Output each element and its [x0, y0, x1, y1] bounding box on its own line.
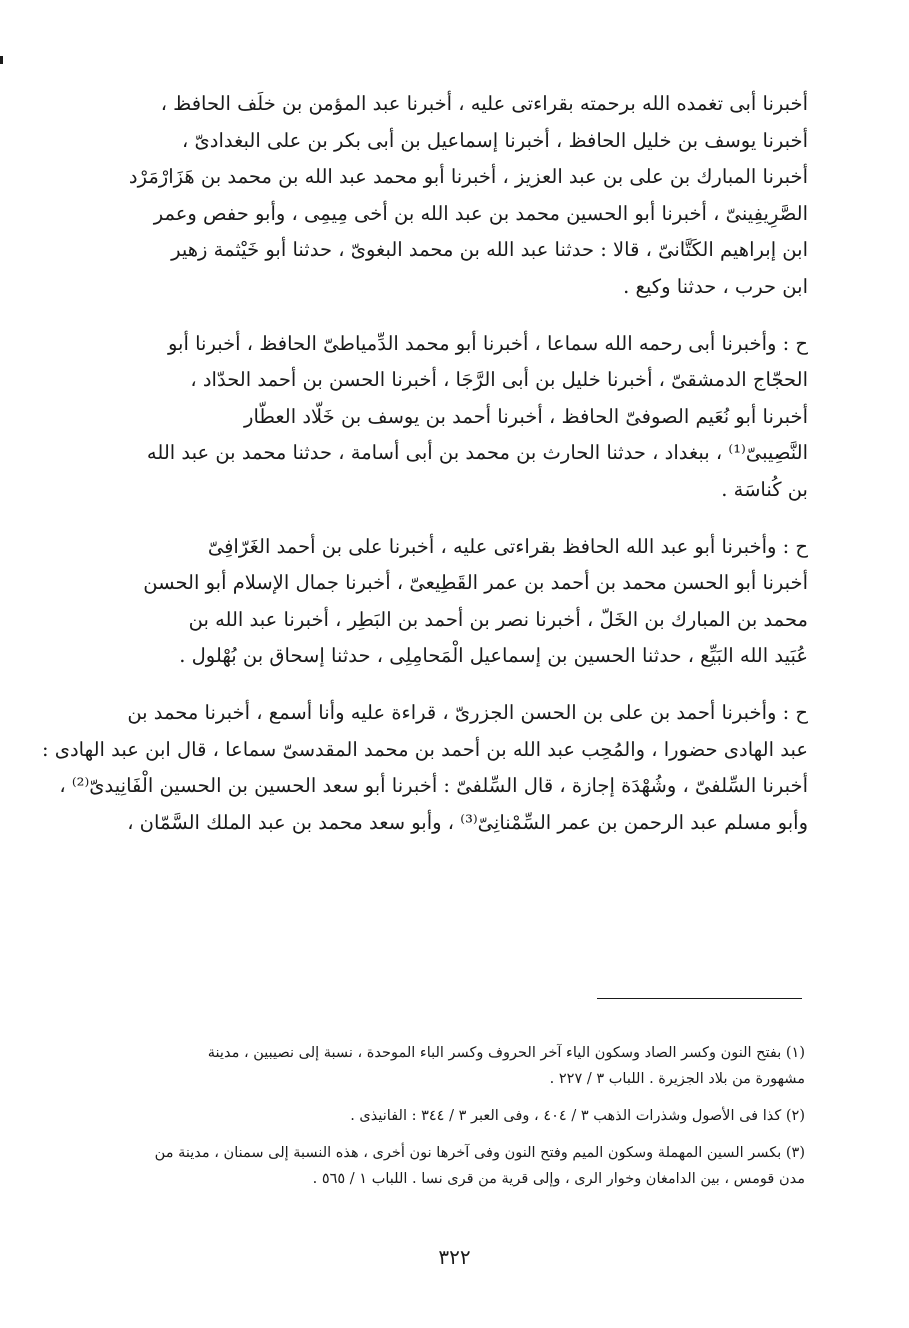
main-text: [41, 86, 808, 841]
footnote-line: (٣) بكسر السين المهملة وسكون الميم وفتح النون وفى آخرها نون أخرى ، هذه النسبة إلى سمنان ، مدينة من: [154, 1145, 805, 1161]
page-number: ٣٢٢: [438, 1245, 471, 1269]
text-line: النَّصِيبىّ⁽¹⁾ ، ببغداد ، حدثنا الحارث بن محمد بن أبى أسامة ، حدثنا محمد بن عبد الله: [146, 441, 808, 465]
text-line: عُبَيد الله البَيِّع ، حدثنا الحسين بن إسماعيل الْمَحامِلِى ، حدثنا إسحاق بن بُهْلول .: [179, 644, 808, 668]
footnote-1: [78, 1040, 805, 1092]
paragraph-3: [118, 529, 808, 675]
footnote-separator: [597, 998, 802, 999]
text-line: بن كُناسَة .: [721, 477, 808, 501]
text-line: أخبرنا أبى تغمده الله برحمته بقراءتى عليه ، أخبرنا عبد المؤمن بن خلَف الحافظ ،: [160, 92, 808, 115]
footnotes: [78, 1040, 805, 1203]
text-line: ابن إبراهيم الكَتَّانىّ ، قالا : حدثنا عبد الله بن محمد البغوىّ ، حدثنا أبو خَيْثمة زهير: [171, 238, 808, 262]
footnote-line: (١) بفتح النون وكسر الصاد وسكون الياء آخر الحروف وكسر الباء الموحدة ، نسبة إلى نصيبين ، مدينة: [207, 1045, 805, 1061]
footnote-2: [78, 1103, 805, 1129]
text-line: أخبرنا أبو نُعَيم الصوفىّ الحافظ ، أخبرنا أحمد بن يوسف بن خَلّاد العطّار: [244, 404, 808, 428]
footnote-3: [78, 1140, 805, 1192]
text-line: أخبرنا أبو الحسن محمد بن أحمد بن عمر القَطِيعىّ ، أخبرنا جمال الإسلام أبو الحسن: [143, 571, 808, 595]
footnote-line: (٢) كذا فى الأصول وشذرات الذهب ٣ / ٤٠٤ ، وفى العبر ٣ / ٣٤٤ : الفانيذى .: [350, 1108, 805, 1124]
paragraph-4: [41, 695, 808, 841]
paragraph-1: [118, 86, 808, 306]
margin-mark: [0, 56, 3, 64]
text-line: ح : وأخبرنا أبو عبد الله الحافظ بقراءتى عليه ، أخبرنا على بن أحمد الغَرّافِىّ: [207, 534, 808, 558]
text-line: ح : وأخبرنا أحمد بن على بن الحسن الجزرىّ ، قراءة عليه وأنا أسمع ، أخبرنا محمد بن: [127, 700, 808, 724]
text-line: ابن حرب ، حدثنا وكيع .: [623, 274, 808, 298]
footnote-line: مدن قومس ، بين الدامغان وخوار الرى ، وإلى قرية من قرى نسا . اللباب ١ / ٥٦٥ .: [312, 1171, 805, 1187]
text-line: عبد الهادى حضورا ، والمُحِب عبد الله بن أحمد بن محمد المقدسىّ سماعا ، قال ابن عبد الهادى :: [41, 737, 808, 761]
text-line: ح : وأخبرنا أبى رحمه الله سماعا ، أخبرنا أبو محمد الدِّمياطىّ الحافظ ، أخبرنا أبو: [167, 331, 808, 355]
paragraph-2: [118, 326, 808, 509]
text-line: وأبو مسلم عبد الرحمن بن عمر السِّمْنانِىّ⁽³⁾ ، وأبو سعد محمد بن عبد الملك السَّمّان ،: [127, 810, 808, 834]
text-line: أخبرنا السِّلفىّ ، وشُهْدَة إجازة ، قال السِّلفىّ : أخبرنا أبو سعد الحسين بن الحسين الْفَانِيدىّ⁽²⁾ ،: [59, 774, 808, 798]
text-line: الحجّاج الدمشقىّ ، أخبرنا خليل بن أبى الرَّجَا ، أخبرنا الحسن بن أحمد الحدّاد ،: [190, 368, 808, 392]
text-line: أخبرنا يوسف بن خليل الحافظ ، أخبرنا إسماعيل بن أبى بكر بن على البغدادىّ ،: [182, 128, 808, 152]
text-line: أخبرنا المبارك بن على بن عبد العزيز ، أخبرنا أبو محمد عبد الله بن محمد بن هَزَارْمَرْد: [128, 165, 808, 189]
text-line: الصَّرِيفِينىّ ، أخبرنا أبو الحسين محمد بن عبد الله بن أخى مِيمِى ، وأبو حفص وعمر: [153, 201, 808, 225]
footnote-line: مشهورة من بلاد الجزيرة . اللباب ٣ / ٢٢٧ .: [549, 1071, 805, 1087]
text-line: محمد بن المبارك بن الخَلّ ، أخبرنا نصر بن أحمد بن البَطِر ، أخبرنا عبد الله بن: [188, 607, 808, 631]
